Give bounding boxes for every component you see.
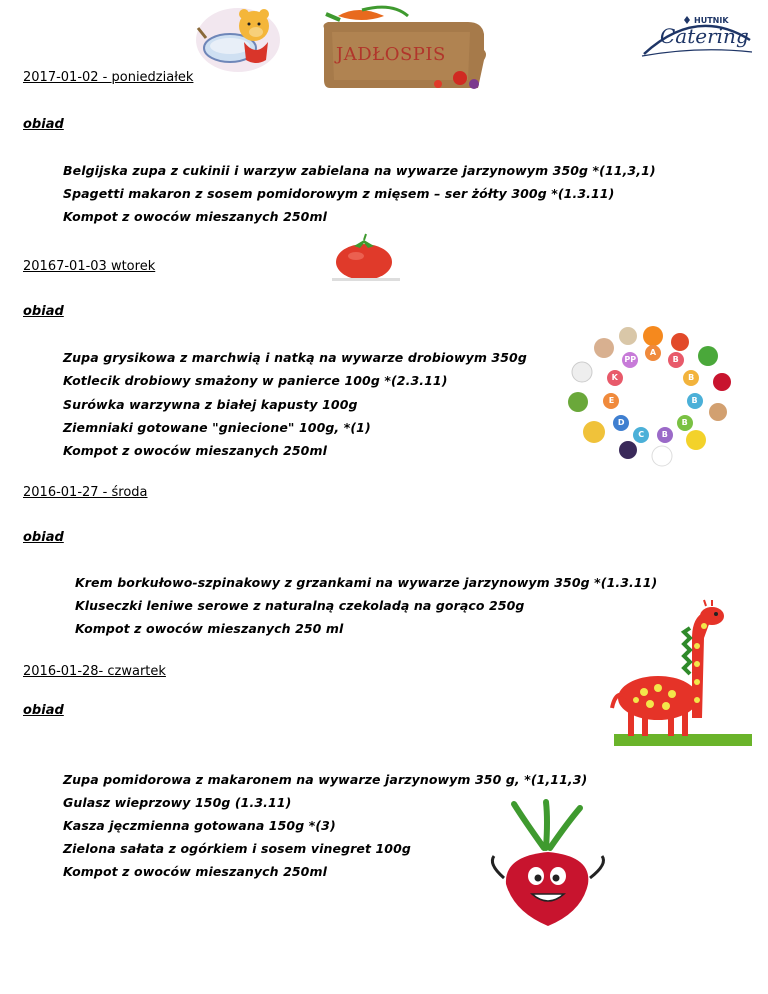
day-2-item: Zupa grysikowa z marchwią i natką na wywarze drobiowym 350g: [63, 350, 527, 365]
day-1-meal: obiad: [23, 117, 64, 132]
day-1-item: Spagetti makaron z sosem pomidorowym z mięsem – ser żółty 300g *(1.3.11): [63, 186, 615, 201]
vitamin-badge: PP: [622, 352, 638, 368]
day-3-date: 2016-01-27 - środa: [23, 485, 148, 500]
tomato-illustration: [330, 230, 402, 284]
day-2-item: Kotlecik drobiowy smażony w panierce 100g *(2.3.11): [63, 373, 448, 388]
vitamin-badge: B: [677, 415, 693, 431]
vitamin-badge: B: [683, 370, 699, 386]
day-4-item: Kasza jęczmienna gotowana 150g *(3): [63, 818, 336, 833]
pooh-cook-illustration: [196, 2, 286, 74]
vitamin-badges: [558, 320, 748, 470]
day-3-item: Kluseczki leniwe serowe z naturalną czekoladą na gorąco 250g: [75, 598, 525, 613]
day-4-item: Kompot z owoców mieszanych 250ml: [63, 864, 327, 879]
day-2-item: Kompot z owoców mieszanych 250ml: [63, 443, 327, 458]
vitamin-badge: K: [607, 370, 623, 386]
logo-name-text: Catering: [660, 24, 749, 48]
day-4-meal: obiad: [23, 703, 64, 718]
menu-board-title: JADŁOSPIS: [336, 44, 446, 65]
vitamin-badge: B: [657, 427, 673, 443]
vitamin-badge: B: [687, 393, 703, 409]
day-1-date: 2017-01-02 - poniedziałek: [23, 70, 194, 85]
day-4-date: 2016-01-28- czwartek: [23, 664, 166, 679]
day-2-meal: obiad: [23, 304, 64, 319]
day-4-item: Zielona sałata z ogórkiem i sosem vinegret 100g: [63, 841, 411, 856]
day-4-item: Zupa pomidorowa z makaronem na wywarze jarzynowym 350 g, *(1,11,3): [63, 772, 588, 787]
logo-brand-text: HUTNIK: [694, 16, 729, 25]
day-3-meal: obiad: [23, 530, 64, 545]
day-1-item: Belgijska zupa z cukinii i warzyw zabielana na wywarze jarzynowym 350g *(11,3,1): [63, 163, 656, 178]
vitamin-badge: C: [633, 427, 649, 443]
vitamin-badge: D: [613, 415, 629, 431]
vitamin-badge: B: [668, 352, 684, 368]
day-4-item: Gulasz wieprzowy 150g (1.3.11): [63, 795, 292, 810]
day-2-date: 20167-01-03 wtorek: [23, 259, 156, 274]
day-1-item: Kompot z owoców mieszanych 250ml: [63, 209, 327, 224]
beet-character-illustration: [484, 800, 614, 928]
day-2-item: Ziemniaki gotowane "gniecione" 100g, *(1): [63, 420, 371, 435]
day-2-item: Surówka warzywna z białej kapusty 100g: [63, 397, 358, 412]
vitamin-badge: A: [645, 345, 661, 361]
giraffe-illustration: [608, 598, 758, 748]
day-3-item: Krem borkułowo-szpinakowy z grzankami na wywarze jarzynowym 350g *(1.3.11): [75, 575, 658, 590]
day-3-item: Kompot z owoców mieszanych 250 ml: [75, 621, 344, 636]
vitamin-badge: E: [603, 393, 619, 409]
